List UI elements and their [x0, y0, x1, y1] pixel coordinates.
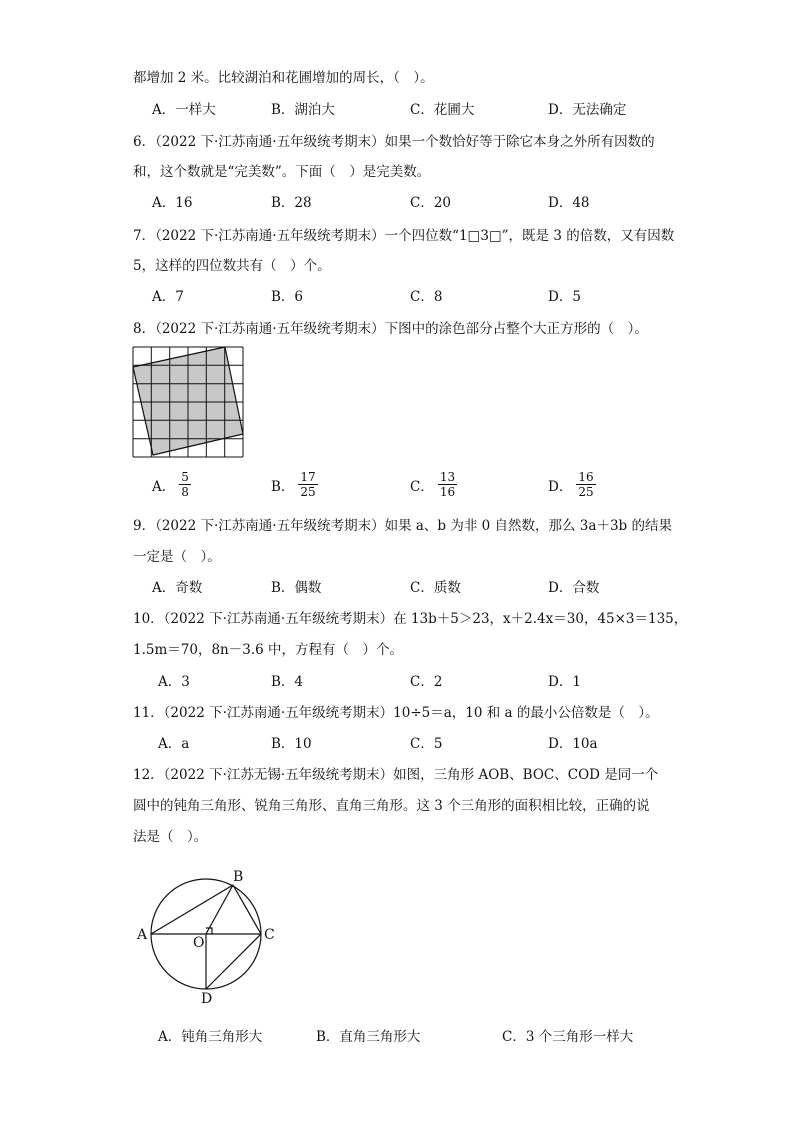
q8-option-b-letter: B．	[271, 478, 295, 495]
q7-line2: 5，这样的四位数共有（ ）个。	[133, 258, 331, 274]
q12-circle-figure	[132, 860, 282, 1010]
q8-option-b-denominator: 25	[300, 485, 316, 499]
q5-line1: 都增加 2 米。比较湖泊和花圃增加的周长，（ ）。	[133, 70, 434, 86]
q11-options	[0, 732, 794, 752]
q9-option-b[interactable]: B．偶数	[271, 580, 322, 596]
q12-label-o: O	[193, 935, 205, 951]
q8-options	[0, 470, 794, 504]
q12-option-c[interactable]: C．3 个三角形一样大	[502, 1029, 634, 1045]
q10-option-d[interactable]: D．1	[548, 674, 581, 690]
q12-label-b: B	[233, 869, 244, 885]
q8-option-a-fraction	[179, 470, 191, 499]
q8-option-a-numerator: 5	[181, 470, 189, 484]
q5-option-d[interactable]: D．无法确定	[548, 102, 627, 118]
q6-option-c[interactable]: C．20	[410, 195, 452, 211]
q11-option-c[interactable]: C．5	[410, 736, 443, 752]
q7-line1: 7．（2022 下·江苏南通·五年级统考期末）一个四位数“1□3□”，既是 3 的倍数，又有因数	[133, 228, 675, 244]
q12-label-c: C	[264, 927, 275, 943]
q10-option-c[interactable]: C．2	[410, 674, 443, 690]
q8-option-a[interactable]	[152, 470, 191, 499]
q11-option-a[interactable]: A．a	[158, 736, 190, 752]
q7-options	[0, 285, 794, 305]
q8-option-d[interactable]	[548, 470, 596, 499]
q10-line2: 1.5m＝70，8n－3.6 中，方程有（ ）个。	[133, 642, 403, 658]
q8-option-b-fraction	[298, 470, 317, 499]
q12-line3: 法是（ ）。	[133, 829, 208, 845]
q10-option-a[interactable]: A．3	[158, 674, 190, 690]
q6-line1: 6．（2022 下·江苏南通·五年级统考期末）如果一个数恰好等于除它本身之外所有因数的	[133, 134, 655, 150]
q10-line1: 10．（2022 下·江苏南通·五年级统考期末）在 13b＋5＞23，x＋2.4x＝30，45×3＝135，	[133, 611, 688, 627]
q6-line2: 和，这个数就是“完美数”。下面（ ）是完美数。	[133, 164, 431, 180]
q12-label-d: D	[201, 991, 213, 1007]
q7-option-a[interactable]: A．7	[152, 289, 184, 305]
q8-grid-figure	[132, 346, 246, 458]
q8-option-a-denominator: 8	[181, 485, 189, 499]
q8-option-c-letter: C．	[410, 478, 434, 495]
q6-option-b[interactable]: B．28	[271, 195, 312, 211]
q12-line2: 圆中的钝角三角形、锐角三角形、直角三角形。这 3 个三角形的面积相比较，正确的说	[133, 798, 650, 814]
q6-options	[0, 191, 794, 211]
q11-option-b[interactable]: B．10	[271, 736, 312, 752]
q8-option-b-numerator: 17	[300, 470, 316, 484]
q8-option-a-letter: A．	[152, 478, 176, 495]
q5-options	[0, 98, 794, 118]
q6-option-d[interactable]: D．48	[548, 195, 590, 211]
q11-option-d[interactable]: D．10a	[548, 736, 598, 752]
q7-option-b[interactable]: B．6	[271, 289, 304, 305]
q8-option-b[interactable]	[271, 470, 318, 499]
q12-options	[0, 1025, 794, 1045]
q5-option-a[interactable]: A．一样大	[152, 102, 216, 118]
q9-option-a[interactable]: A．奇数	[152, 580, 203, 596]
q5-option-c[interactable]: C．花圃大	[410, 102, 475, 118]
q8-option-d-denominator: 25	[578, 485, 594, 499]
q8-option-c-denominator: 16	[439, 485, 456, 499]
q8-option-c-fraction	[438, 470, 457, 499]
q9-line1: 9．（2022 下·江苏南通·五年级统考期末）如果 a、b 为非 0 自然数，那么 3a＋3b 的结果	[133, 518, 672, 534]
q7-option-d[interactable]: D．5	[548, 289, 581, 305]
q12-option-a[interactable]: A．钝角三角形大	[158, 1029, 263, 1045]
q12-label-a: A	[137, 927, 148, 943]
q9-line2: 一定是（ ）。	[133, 549, 221, 565]
q8-option-d-numerator: 16	[578, 470, 594, 484]
q8-option-d-fraction	[576, 470, 595, 499]
q8-option-c-numerator: 13	[439, 470, 456, 484]
q9-option-d[interactable]: D．合数	[548, 580, 600, 596]
q9-options	[0, 576, 794, 596]
q7-option-c[interactable]: C．8	[410, 289, 443, 305]
q8-line1: 8．（2022 下·江苏南通·五年级统考期末）下图中的涂色部分占整个大正方形的（ ）。	[133, 321, 648, 337]
q8-option-d-letter: D．	[548, 478, 573, 495]
q12-option-b[interactable]: B．直角三角形大	[316, 1029, 421, 1045]
q6-option-a[interactable]: A．16	[152, 195, 193, 211]
q8-option-c[interactable]	[410, 470, 457, 499]
q9-option-c[interactable]: C．质数	[410, 580, 461, 596]
q12-line1: 12．（2022 下·江苏无锡·五年级统考期末）如图，三角形 AOB、BOC、COD 是同一个	[133, 767, 659, 783]
q10-options	[0, 670, 794, 690]
q5-option-b[interactable]: B．湖泊大	[271, 102, 335, 118]
q11-line1: 11．（2022 下·江苏南通·五年级统考期末）10÷5＝a，10 和 a 的最小公倍数是（ ）。	[133, 705, 659, 721]
q10-option-b[interactable]: B．4	[271, 674, 304, 690]
